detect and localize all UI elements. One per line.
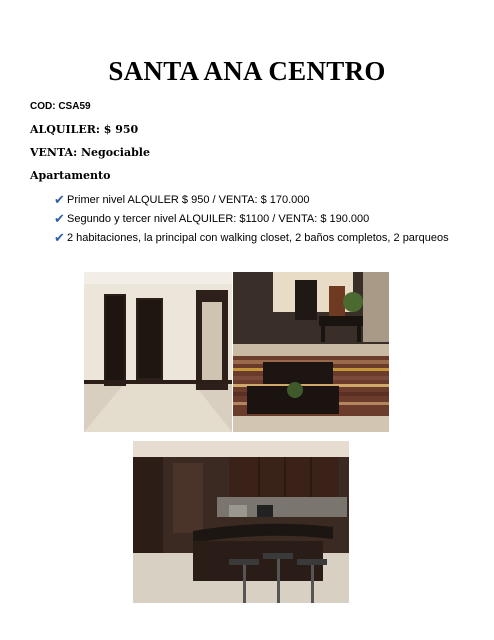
living-room-photo xyxy=(233,272,389,432)
list-item xyxy=(54,192,454,208)
checkmark-icon: ✔ xyxy=(54,230,65,245)
list-item xyxy=(54,211,454,227)
kitchen-photo xyxy=(133,441,349,603)
checkmark-icon: ✔ xyxy=(54,211,65,226)
hallway-photo xyxy=(84,272,232,432)
property-code: COD: CSA59 xyxy=(30,101,91,112)
sale-price: VENTA: Negociable xyxy=(30,146,150,159)
checkmark-icon: ✔ xyxy=(54,192,65,207)
list-item xyxy=(54,230,454,246)
page-title: SANTA ANA CENTRO xyxy=(108,56,386,86)
feature-text: 2 habitaciones, la principal con walking closet, 2 baños completos, 2 parqueos xyxy=(67,232,449,244)
feature-text: Primer nivel ALQULER $ 950 / VENTA: $ 170.000 xyxy=(67,194,310,206)
rent-price: ALQUILER: $ 950 xyxy=(30,123,139,136)
feature-list xyxy=(54,192,454,249)
property-type: Apartamento xyxy=(30,169,111,182)
feature-text: Segundo y tercer nivel ALQUILER: $1100 / VENTA: $ 190.000 xyxy=(67,213,370,225)
